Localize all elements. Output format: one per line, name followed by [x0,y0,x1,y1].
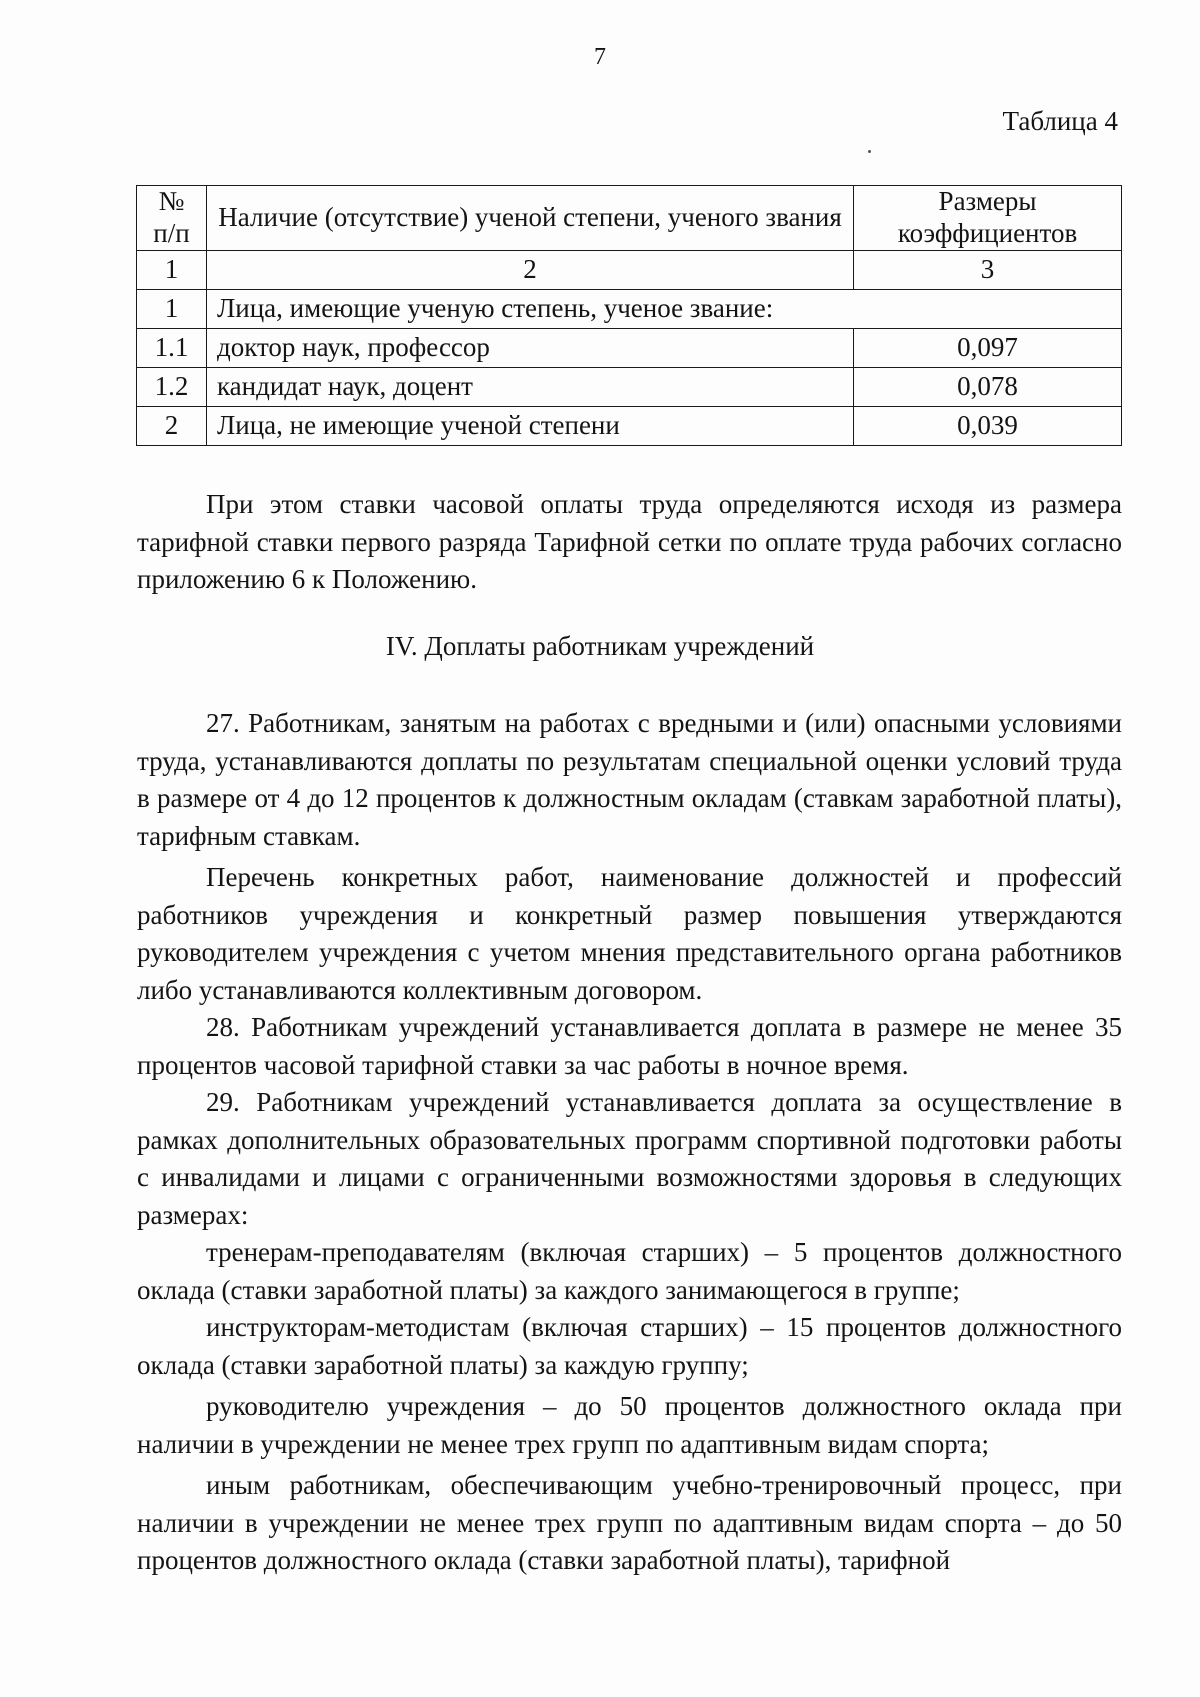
paragraph-27-list: Перечень конкретных работ, наименование должностей и профессий работников учреждения и конкретный размер повышения утверждаются руководителем учреждения с учетом мнения представительного органа работников либо устанавливаются коллективным договором. [137,862,1122,1005]
section-body [137,705,1122,1580]
column-number: 1 [137,250,207,289]
row-label: кандидат наук, доцент [206,367,853,406]
table-header-row [137,186,1122,251]
page-number: 7 [594,44,606,70]
scan-speck [868,150,871,153]
header-number: № п/п [137,186,207,251]
table-row [137,406,1122,445]
table-caption: Таблица 4 [1002,106,1118,136]
row-label: доктор наук, профессор [206,328,853,367]
header-degree: Наличие (отсутствие) ученой степени, ученого звания [206,186,853,251]
row-value: 0,097 [854,328,1122,367]
paragraph-27: 27. Работникам, занятым на работах с вредными и (или) опасными условиями труда, устанавливаются доплаты по результатам специальной оценки условий труда в размере от 4 до 12 процентов к должностным окладам (ставкам заработной платы), тарифным ставкам. [137,708,1122,851]
column-number: 3 [854,250,1122,289]
paragraph-29-coaches: тренерам-преподавателям (включая старших) – 5 процентов должностного оклада (ставки заработной платы) за каждого занимающегося в группе; [137,1237,1122,1305]
row-label: Лица, не имеющие ученой степени [206,406,853,445]
row-number: 2 [137,406,207,445]
intro-block [137,486,1122,599]
paragraph-29-other-staff: иным работникам, обеспечивающим учебно-тренировочный процесс, при наличии в учреждении не менее трех групп по адаптивным видам спорта – до 50 процентов должностного оклада (ставки заработной платы), тарифной [137,1470,1122,1575]
column-number-row [137,250,1122,289]
section-heading: IV. Доплаты работникам учреждений [385,631,815,661]
intro-paragraph: При этом ставки часовой оплаты труда определяются исходя из размера тарифной ставки первого разряда Тарифной сетки по оплате труда рабочих согласно приложению 6 к Положению. [137,489,1122,594]
table-row [137,367,1122,406]
row-value: 0,078 [854,367,1122,406]
row-label: Лица, имеющие ученую степень, ученое звание: [206,289,1121,328]
column-number: 2 [206,250,853,289]
row-number: 1 [137,289,207,328]
table-group-row [137,289,1122,328]
paragraph-29: 29. Работникам учреждений устанавливается доплата за осуществление в рамках дополнительных образовательных программ спортивной подготовки работы с инвалидами и лицами с ограниченными возможностями здоровья в следующих размерах: [137,1087,1122,1230]
table-row [137,328,1122,367]
coefficients-table [136,185,1122,446]
row-number: 1.1 [137,328,207,367]
paragraph-29-instructors: инструкторам-методистам (включая старших) – 15 процентов должностного оклада (ставки заработной платы) за каждую группу; [137,1312,1122,1380]
header-coefficient: Размеры коэффициентов [854,186,1122,251]
row-value: 0,039 [854,406,1122,445]
row-number: 1.2 [137,367,207,406]
paragraph-29-director: руководителю учреждения – до 50 процентов должностного оклада при наличии в учреждении не менее трех групп по адаптивным видам спорта; [137,1391,1122,1459]
paragraph-28: 28. Работникам учреждений устанавливается доплата в размере не менее 35 процентов часовой тарифной ставки за час работы в ночное время. [137,1012,1122,1080]
